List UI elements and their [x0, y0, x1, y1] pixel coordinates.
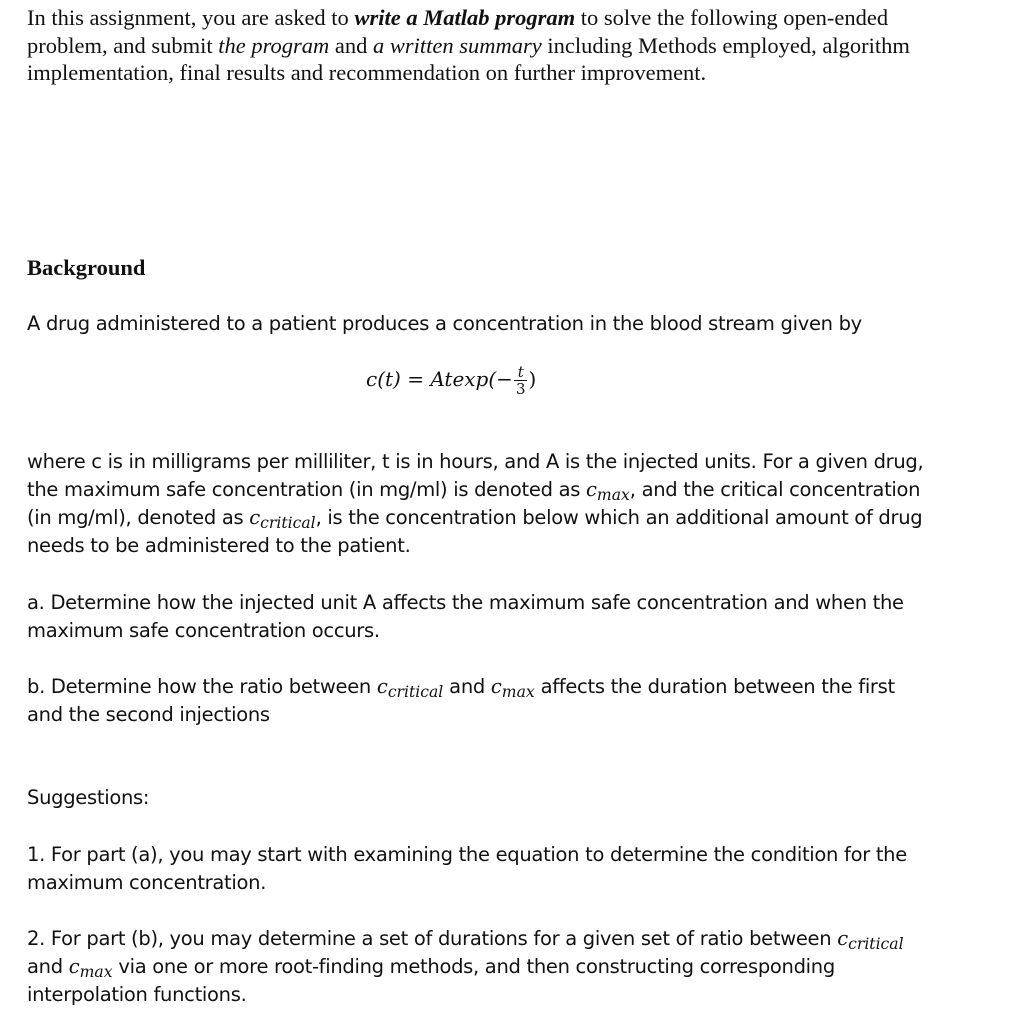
symbol-c-max: $c_{max}$	[68, 955, 113, 981]
symbol-c-critical: $c_{critical}$	[376, 675, 444, 701]
background-paragraph-2	[27, 448, 927, 560]
suggestion-1: 1. For part (a), you may start with examining the equation to determine the condition for the maximum concentration.	[27, 843, 907, 894]
intro-paragraph	[27, 4, 927, 87]
equation-numerator: t	[517, 363, 524, 381]
bg2-text-1: where c is in milligrams per milliliter, t is in hours, and A is the injected units. For a given drug, the maximum safe concentration (in mg/ml) is denoted as	[27, 450, 924, 501]
bg2-text-2: , and the critical concentration (in mg/ml), denoted as	[27, 478, 921, 529]
concentration-equation	[366, 364, 536, 397]
symbol-c-critical: $c_{critical}$	[837, 927, 904, 953]
part-b-text-2: and	[443, 675, 491, 698]
equation-fraction	[514, 364, 528, 397]
part-a-text: a. Determine how the injected unit A affects the maximum safe concentration and when the maximum safe concentration occurs.	[27, 591, 904, 642]
suggestion-2-text-1: 2. For part (b), you may determine a set of durations for a given set of ratio between	[27, 927, 838, 950]
suggestion-2-text-2: and	[27, 955, 69, 978]
suggestions-heading: Suggestions:	[27, 786, 150, 809]
intro-text-3: and	[329, 32, 374, 58]
background-paragraph-1: A drug administered to a patient produces a concentration in the blood stream given by	[27, 312, 862, 335]
intro-text-2: to solve the following open-ended problem, and submit	[27, 5, 889, 58]
symbol-c-max: $c_{max}$	[585, 478, 630, 504]
symbol-c-max: $c_{max}$	[490, 675, 535, 701]
intro-italic-program: the program	[218, 32, 330, 58]
suggestion-2-text-3: via one or more root-finding methods, and then constructing corresponding interpolation functions.	[27, 955, 835, 1006]
background-heading: Background	[27, 255, 146, 280]
intro-italic-summary: a written summary	[373, 32, 542, 58]
part-b-text	[27, 673, 927, 729]
symbol-c-critical: $c_{critical}$	[249, 506, 316, 532]
equation-lhs: c(t) = Atexp(−	[366, 367, 513, 391]
intro-bold-matlab: write a Matlab program	[354, 5, 576, 30]
bg2-text-3: , is the concentration below which an additional amount of drug needs to be administered to the patient.	[27, 506, 923, 557]
equation-denominator: 3	[515, 380, 526, 398]
suggestion-2	[27, 925, 927, 1009]
intro-text-1: In this assignment, you are asked to	[27, 5, 355, 30]
equation-rhs: )	[528, 367, 537, 391]
part-b-text-3: affects the duration between the first and the second injections	[27, 675, 895, 726]
intro-text-4: including Methods employed, algorithm implementation, final results and recommendation on further improvement.	[27, 32, 910, 85]
part-b-text-1: b. Determine how the ratio between	[27, 675, 377, 698]
